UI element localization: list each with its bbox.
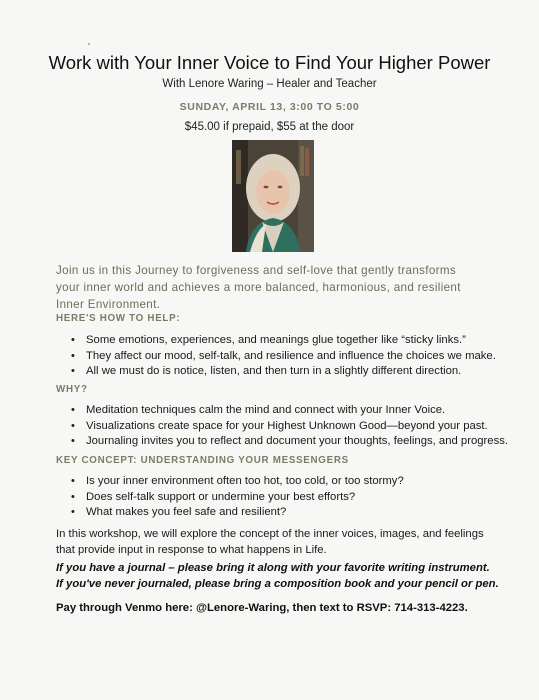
- workshop-description: In this workshop, we will explore the concept of the inner voices, images, and feelings that provide input in response to what happens in Life.: [56, 528, 484, 556]
- flyer-title: Work with Your Inner Voice to Find Your Higher Power: [48, 52, 491, 73]
- journal-note: [56, 560, 499, 592]
- key-concept-list: [56, 474, 496, 521]
- event-date: SUNDAY, APRIL 13, 3:00 TO 5:00: [179, 101, 360, 113]
- how-to-help-list: [56, 333, 496, 380]
- event-price: $45.00 if prepaid, $55 at the door: [184, 121, 355, 133]
- list-item: • They affect our mood, self-talk, and resilience and influence the choices we make.: [56, 349, 496, 365]
- journal-line: If you have a journal – please bring it along with your favorite writing instrument.: [56, 562, 490, 574]
- why-heading: WHY?: [56, 384, 88, 395]
- list-item: • Journaling invites you to reflect and document your thoughts, feelings, and progress.: [56, 434, 496, 450]
- payment-info: Pay through Venmo here: @Lenore-Waring, then text to RSVP: 714-313-4223.: [56, 602, 468, 614]
- journal-line: If you've never journaled, please bring a composition book and your pencil or pen.: [56, 578, 499, 590]
- how-to-help-heading: HERE'S HOW TO HELP:: [56, 313, 181, 324]
- list-item: • What makes you feel safe and resilient?: [56, 505, 496, 521]
- key-concept-heading: KEY CONCEPT: UNDERSTANDING YOUR MESSENGERS: [56, 455, 349, 466]
- scan-speck: [88, 43, 90, 45]
- list-item: • All we must do is notice, listen, and then turn in a slightly different direction.: [56, 364, 496, 380]
- list-item: • Meditation techniques calm the mind and connect with your Inner Voice.: [56, 403, 496, 419]
- list-item: • Does self-talk support or undermine your best efforts?: [56, 490, 496, 506]
- intro-paragraph: Join us in this Journey to forgiveness and self-love that gently transforms your inner world and achieves a more balanced, harmonious, and resilient Inner Environment.: [56, 264, 461, 311]
- list-item: • Some emotions, experiences, and meanings glue together like “sticky links.”: [56, 333, 496, 349]
- list-item: • Is your inner environment often too hot, too cold, or too stormy?: [56, 474, 496, 490]
- teacher-portrait: [232, 140, 314, 252]
- list-item: • Visualizations create space for your Highest Unknown Good—beyond your past.: [56, 419, 496, 435]
- flyer-subtitle: With Lenore Waring – Healer and Teacher: [162, 78, 377, 90]
- why-list: [56, 403, 509, 450]
